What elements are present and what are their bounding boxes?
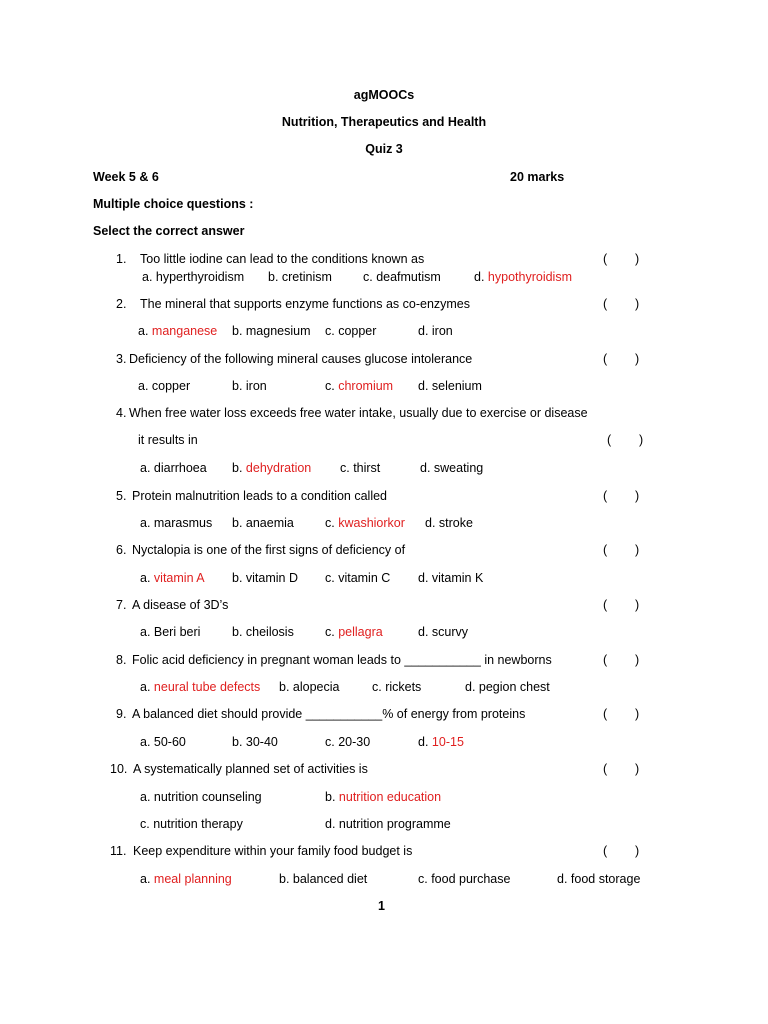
- q2-option-b: b. magnesium: [232, 324, 311, 338]
- q10-option-c: c. nutrition therapy: [140, 817, 243, 831]
- q6-option-a: a. vitamin A: [140, 571, 205, 585]
- q2-option-a: a. manganese: [138, 324, 218, 338]
- question-6-text: Nyctalopia is one of the first signs of deficiency of: [132, 543, 406, 557]
- q11-option-a: a. meal planning: [140, 872, 232, 886]
- answer-bracket-6: ( ): [603, 543, 640, 557]
- question-7-text: A disease of 3D’s: [132, 598, 229, 612]
- q3-correct-answer: chromium: [338, 379, 394, 393]
- q10-correct-answer: nutrition education: [338, 790, 442, 804]
- question-9-number: 9.: [116, 707, 127, 721]
- q7-option-b: b. cheilosis: [232, 625, 294, 639]
- q6-option-c: c. vitamin C: [325, 571, 391, 585]
- q5-option-a: a. marasmus: [140, 516, 213, 530]
- q2-option-d: d. iron: [418, 324, 453, 338]
- q11-option-b: b. balanced diet: [279, 872, 368, 886]
- q6-option-d: d. vitamin K: [418, 571, 484, 585]
- answer-bracket-10: ( ): [603, 762, 640, 776]
- question-2-text: The mineral that supports enzyme functions as co-enzymes: [140, 297, 471, 311]
- quiz-title: Quiz 3: [365, 142, 403, 156]
- course-title: agMOOCs: [353, 88, 415, 102]
- answer-bracket-3: ( ): [603, 352, 640, 366]
- section-heading: Multiple choice questions :: [93, 197, 254, 211]
- question-9-text: A balanced diet should provide ___________% of energy from proteins: [132, 707, 526, 721]
- q11-option-c: c. food purchase: [418, 872, 511, 886]
- q2-option-c: c. copper: [325, 324, 377, 338]
- question-3-number: 3.: [116, 352, 127, 366]
- q8-correct-answer: neural tube defects: [153, 680, 261, 694]
- question-1-number: 1.: [116, 252, 127, 266]
- question-4-text: When free water loss exceeds free water intake, usually due to exercise or disease: [129, 406, 588, 420]
- q9-correct-answer: 10-15: [431, 735, 464, 749]
- question-5-text: Protein malnutrition leads to a condition called: [132, 489, 388, 503]
- q6-correct-answer: vitamin A: [153, 571, 205, 585]
- q9-option-b: b. 30-40: [232, 735, 278, 749]
- q6-option-b: b. vitamin D: [232, 571, 298, 585]
- q4-option-a: a. diarrhoea: [140, 461, 207, 475]
- question-1-text: Too little iodine can lead to the conditions known as: [140, 252, 425, 266]
- question-2-number: 2.: [116, 297, 127, 311]
- answer-bracket-1: ( ): [603, 252, 640, 266]
- q1-option-d: d. hypothyroidism: [474, 270, 572, 284]
- answer-bracket-11: ( ): [603, 844, 640, 858]
- week-label: Week 5 & 6: [93, 170, 159, 184]
- q11-correct-answer: meal planning: [153, 872, 232, 886]
- question-4-number: 4.: [116, 406, 127, 420]
- q7-option-c: c. pellagra: [325, 625, 383, 639]
- question-7-number: 7.: [116, 598, 127, 612]
- q3-option-d: d. selenium: [418, 379, 482, 393]
- q3-option-c: c. chromium: [325, 379, 394, 393]
- marks-label: 20 marks: [510, 170, 565, 184]
- q8-option-c: c. rickets: [372, 680, 422, 694]
- instruction-text: Select the correct answer: [93, 224, 245, 238]
- q4-correct-answer: dehydration: [245, 461, 312, 475]
- q4-option-c: c. thirst: [340, 461, 381, 475]
- q4-option-d: d. sweating: [420, 461, 484, 475]
- q4-option-b: b. dehydration: [232, 461, 312, 475]
- question-8-number: 8.: [116, 653, 127, 667]
- question-4-text-continued: it results in: [138, 433, 198, 447]
- q10-option-d: d. nutrition programme: [325, 817, 451, 831]
- answer-bracket-4: ( ): [607, 433, 644, 447]
- page-number: 1: [378, 899, 385, 913]
- question-10-text: A systematically planned set of activities is: [133, 762, 368, 776]
- q7-option-a: a. Beri beri: [140, 625, 201, 639]
- answer-bracket-7: ( ): [603, 598, 640, 612]
- q9-option-c: c. 20-30: [325, 735, 371, 749]
- q5-option-b: b. anaemia: [232, 516, 294, 530]
- q1-option-b: b. cretinism: [268, 270, 332, 284]
- q5-option-c: c. kwashiorkor: [325, 516, 405, 530]
- question-8-text: Folic acid deficiency in pregnant woman leads to ___________ in newborns: [132, 653, 552, 667]
- q1-option-c: c. deafmutism: [363, 270, 441, 284]
- question-3-text: Deficiency of the following mineral causes glucose intolerance: [129, 352, 473, 366]
- q2-correct-answer: manganese: [151, 324, 218, 338]
- question-6-number: 6.: [116, 543, 127, 557]
- q9-option-d: d. 10-15: [418, 735, 464, 749]
- q1-option-a: a. hyperthyroidism: [142, 270, 245, 284]
- question-10-number: 10.: [110, 762, 128, 776]
- q8-option-d: d. pegion chest: [465, 680, 550, 694]
- question-5-number: 5.: [116, 489, 127, 503]
- q3-option-b: b. iron: [232, 379, 267, 393]
- answer-bracket-5: ( ): [603, 489, 640, 503]
- answer-bracket-8: ( ): [603, 653, 640, 667]
- q8-option-a: a. neural tube defects: [140, 680, 261, 694]
- q1-correct-answer: hypothyroidism: [487, 270, 572, 284]
- q7-option-d: d. scurvy: [418, 625, 469, 639]
- q8-option-b: b. alopecia: [279, 680, 340, 694]
- question-11-number: 11.: [110, 844, 127, 858]
- q7-correct-answer: pellagra: [338, 625, 383, 639]
- question-11-text: Keep expenditure within your family food budget is: [133, 844, 413, 858]
- subject-title: Nutrition, Therapeutics and Health: [281, 115, 487, 129]
- answer-bracket-9: ( ): [603, 707, 640, 721]
- q10-option-a: a. nutrition counseling: [140, 790, 262, 804]
- q9-option-a: a. 50-60: [140, 735, 186, 749]
- q5-correct-answer: kwashiorkor: [338, 516, 405, 530]
- q10-option-b: b. nutrition education: [325, 790, 442, 804]
- q3-option-a: a. copper: [138, 379, 191, 393]
- q11-option-d: d. food storage: [557, 872, 641, 886]
- answer-bracket-2: ( ): [603, 297, 640, 311]
- q5-option-d: d. stroke: [425, 516, 473, 530]
